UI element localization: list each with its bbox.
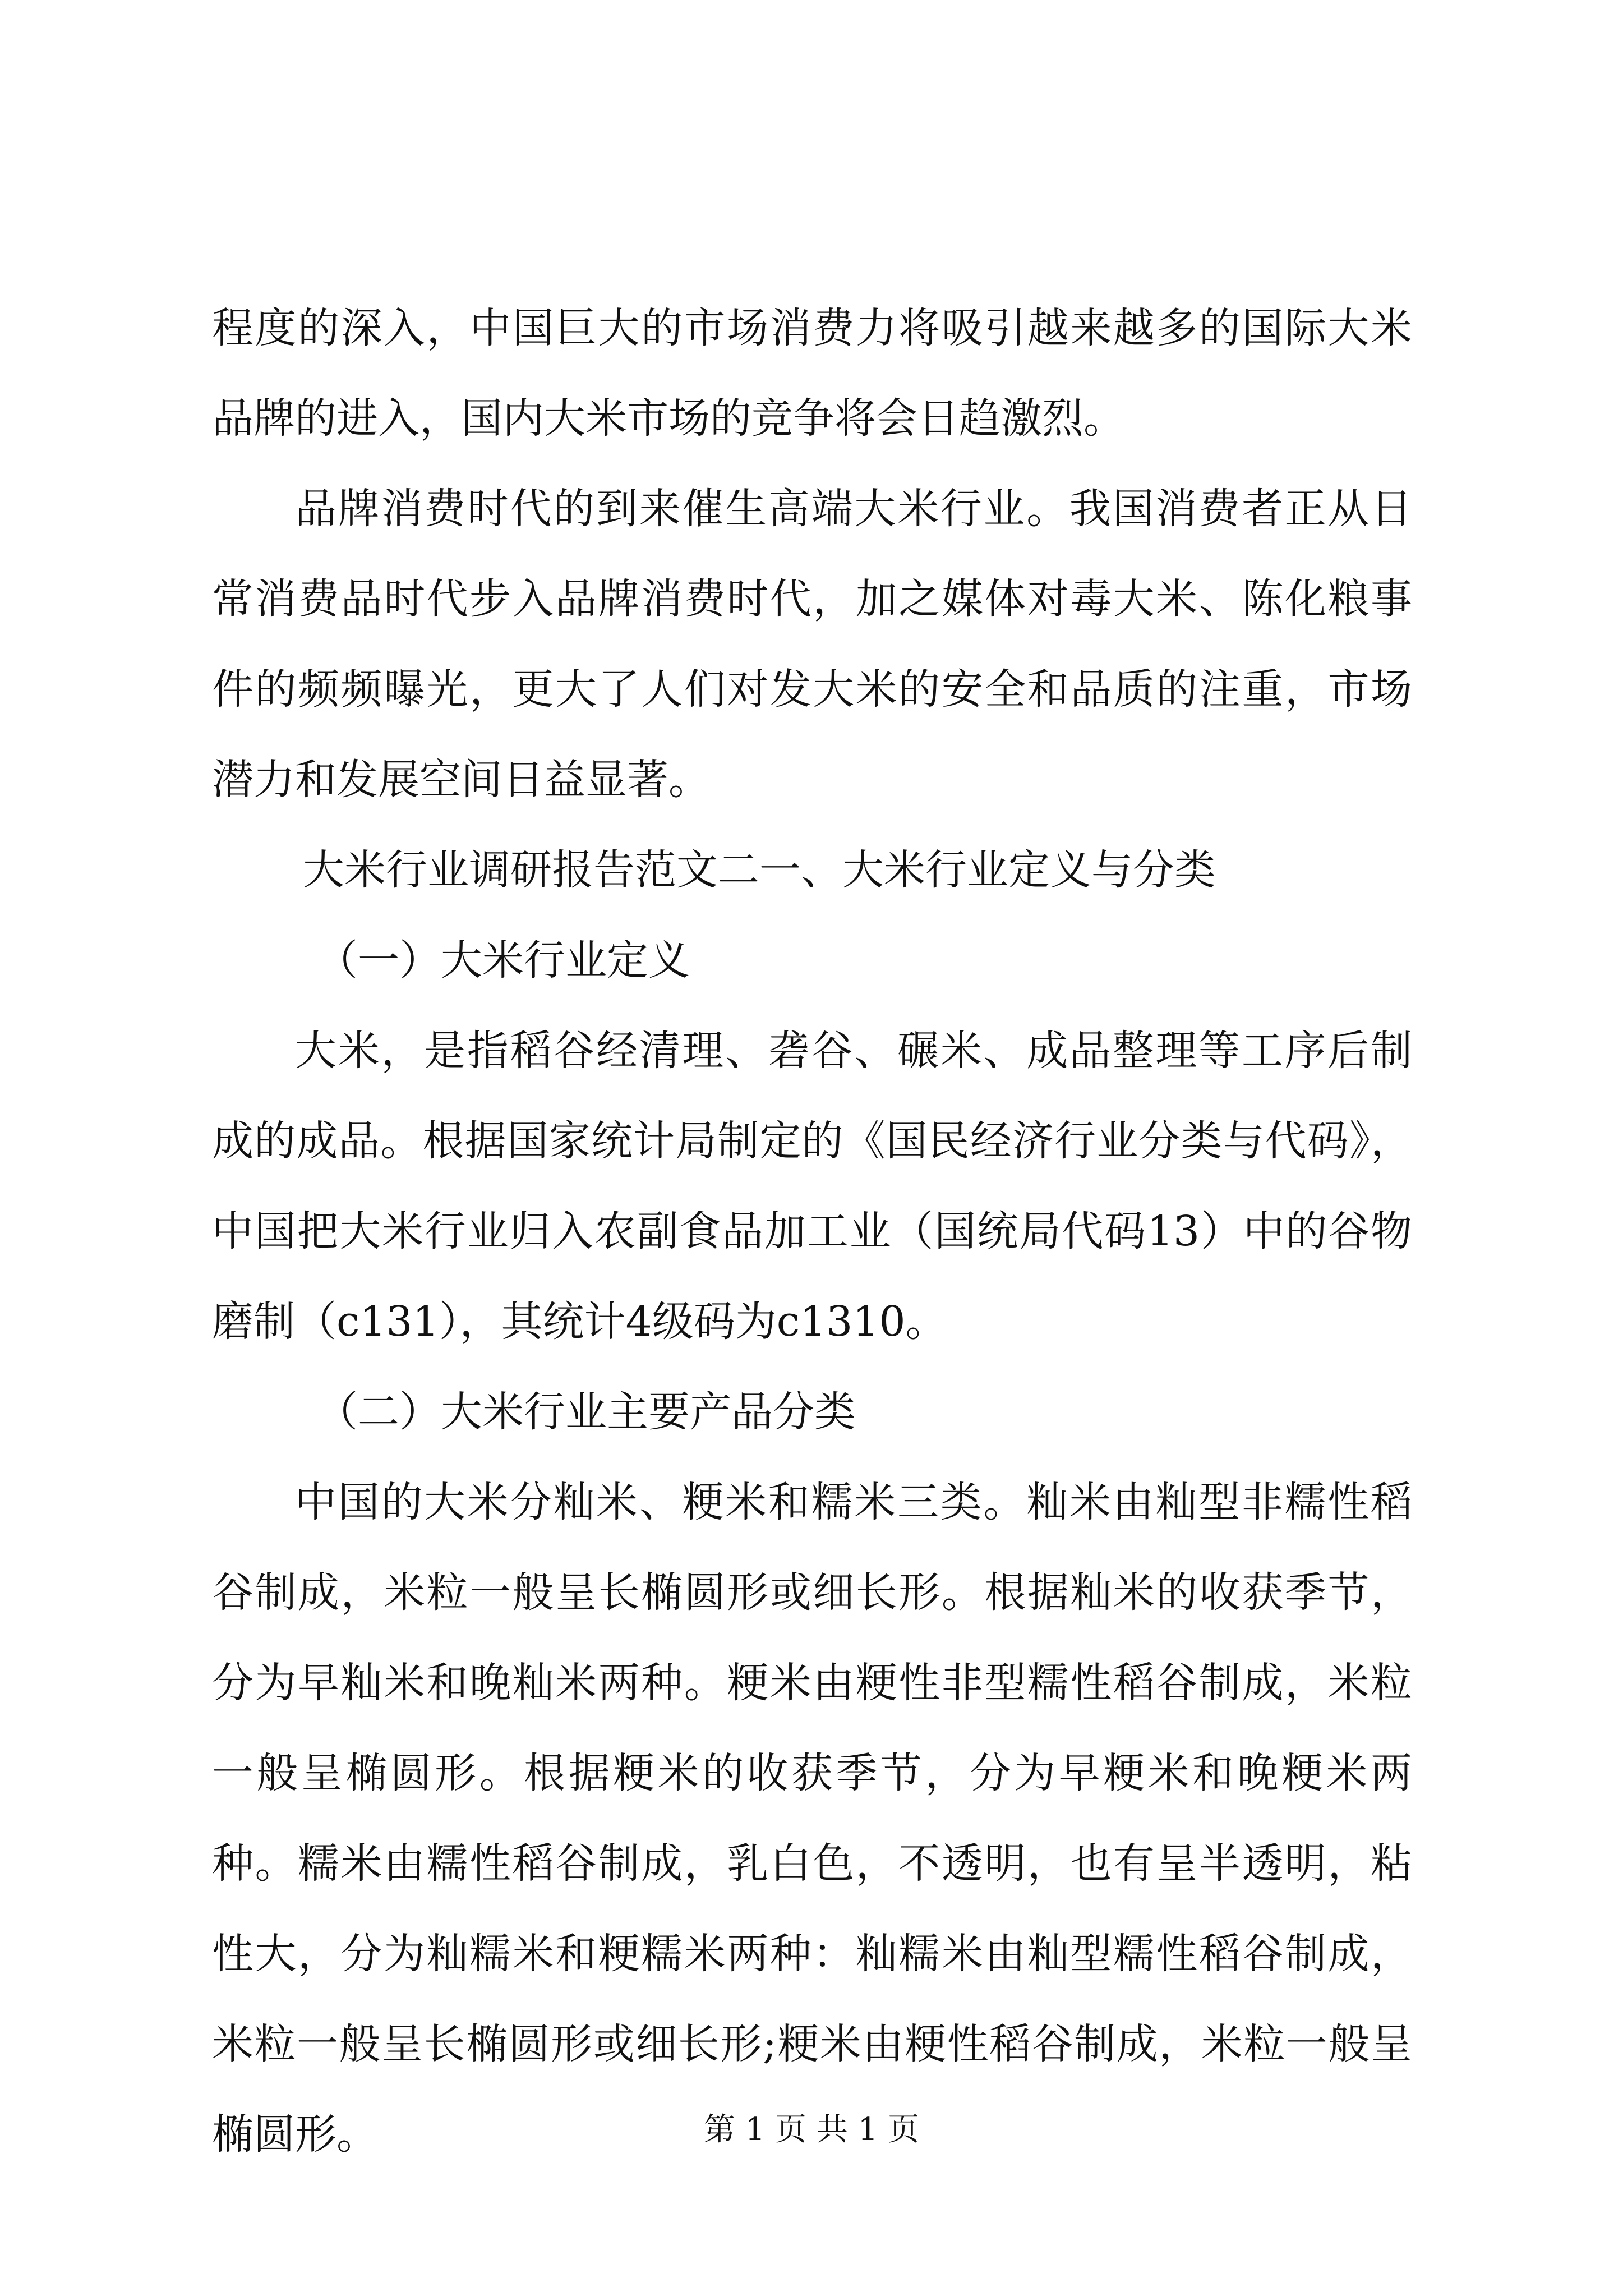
section-title: 大米行业调研报告范文二一、大米行业定义与分类	[303, 846, 1216, 894]
page-footer: 第 1 页 共 1 页	[703, 2111, 920, 2148]
paragraph-continuation: 程度的深入，中国巨大的市场消费力将吸引越来越多的国际大米品牌的进入，国内大米市场的竞争将会日趋激烈。	[212, 304, 1412, 443]
paragraph-classification: 中国的大米分籼米、粳米和糯米三类。籼米由籼型非糯性稻谷制成，米粒一般呈长椭圆形或细长形。根据籼米的收获季节，分为早籼米和晚籼米两种。粳米由粳性非型糯性稻谷制成，米粒一般呈椭圆形。根据粳米的收获季节，分为早粳米和晚粳米两种。糯米由糯性稻谷制成，乳白色，不透明，也有呈半透明，粘性大，分为籼糯米和粳糯米两种：籼糯米由籼型糯性稻谷制成，米粒一般呈长椭圆形或细长形;粳米由粳性稻谷制成，米粒一般呈椭圆形。	[212, 1478, 1412, 2159]
paragraph-brand-consumption: 品牌消费时代的到来催生高端大米行业。我国消费者正从日常消费品时代步入品牌消费时代，加之媒体对毒大米、陈化粮事件的频频曝光，更大了人们对发大米的安全和品质的注重，市场潜力和发展空间日益显著。	[212, 485, 1412, 804]
subsection-classification-heading: （二）大米行业主要产品分类	[316, 1388, 856, 1436]
subsection-definition-heading: （一）大米行业定义	[316, 936, 690, 984]
paragraph-definition: 大米，是指稻谷经清理、砻谷、碾米、成品整理等工序后制成的成品。根据国家统计局制定的《国民经济行业分类与代码》，中国把大米行业归入农副食品加工业（国统局代码13）中的谷物磨制（c131），其统计4级码为c1310。	[212, 1027, 1412, 1346]
document-body	[212, 283, 1412, 2180]
